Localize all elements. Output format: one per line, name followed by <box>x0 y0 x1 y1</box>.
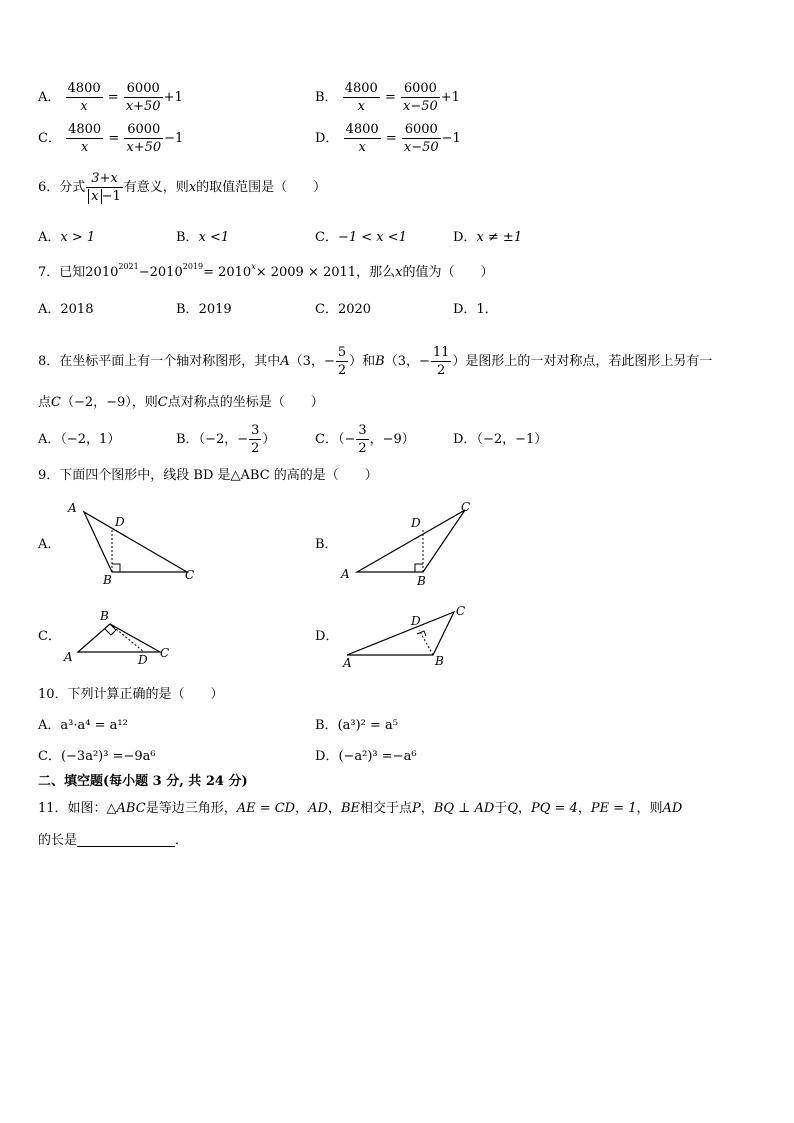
svg-text:B: B <box>435 654 444 668</box>
section-heading: 二、填空题(每小题 3 分, 共 24 分) <box>38 774 248 789</box>
fraction: $\frac{3}{2}$ <box>251 423 260 456</box>
q8-stem-line2: 点C（−2，−9），则C点对称点的坐标是（ ） <box>38 395 324 410</box>
svg-text:A: A <box>64 650 73 664</box>
svg-text:C: C <box>461 500 471 514</box>
fraction: $\frac{3}{2}$ <box>358 423 367 456</box>
svg-text:A: A <box>343 656 352 670</box>
q6-option-b: B．x <1 <box>176 230 230 245</box>
q10-option-d: D．(−a²)³ =−a⁶ <box>315 749 417 764</box>
q5-option-d: D． $\frac{4800}{x}$ = $\frac{6000}{x-50}$ −1 <box>315 122 461 155</box>
q9-option-c-label: C． <box>38 629 61 644</box>
q9-option-b-label: B． <box>315 537 338 552</box>
q9-figure-d <box>337 600 477 670</box>
svg-text:B: B <box>100 609 109 623</box>
fraction: $\frac{11}{2}$ <box>432 345 450 378</box>
q8-option-b: B．（−2，− $\frac{3}{2}$ ） <box>176 423 276 456</box>
answer-blank[interactable] <box>77 832 175 847</box>
q7-stem: 7．已知$2010^{2021}-2010^{2019}= 2010^x\times 2009 \times 2011$，那么x的值为（ ） <box>38 262 494 280</box>
q10-stem: 10．下列计算正确的是（ ） <box>38 687 224 702</box>
q10-option-b: B．(a³)² = a⁵ <box>315 718 398 733</box>
q9-option-a-label: A． <box>38 537 61 552</box>
q11-stem-line1: 11．如图：△ABC是等边三角形，AE = CD，AD，BE相交于点P，BQ ⊥ AD于Q，PQ = 4，PE = 1，则AD <box>38 801 683 816</box>
q7-option-b: B．2019 <box>176 302 232 317</box>
svg-text:C: C <box>160 646 170 660</box>
fraction: $\frac{6000}{x+50}$ <box>126 122 162 155</box>
svg-text:D: D <box>138 653 148 665</box>
fraction: $\frac{6000}{x+50}$ <box>125 81 161 114</box>
fraction: $\frac{4800}{x}$ <box>68 122 102 155</box>
q6-option-d: D．x ≠ ±1 <box>453 230 523 245</box>
q7-option-c: C．2020 <box>315 302 372 317</box>
q8-stem-line1: 8．在坐标平面上有一个轴对称图形，其中A（3，− $\frac{5}{2}$ ）和B（3，− $\frac{11}{2}$ ）是图形上的一对对称点，若此图形上另有一 <box>38 345 713 378</box>
q9-figure-c <box>60 605 180 665</box>
q8-option-c: C．（− $\frac{3}{2}$ ，−9） <box>315 423 415 456</box>
q5-option-b: B． $\frac{4800}{x}$ = $\frac{6000}{x-50}$ +1 <box>315 81 460 114</box>
q11-stem-line2: 的长是 ． <box>38 833 189 848</box>
q6-option-c: C．−1 < x <1 <box>315 230 407 245</box>
svg-text:B: B <box>417 574 426 588</box>
fraction: $\frac{6000}{x-50}$ <box>402 81 438 114</box>
svg-text:B: B <box>103 573 112 587</box>
fraction: $\frac{4800}{x}$ <box>67 81 101 114</box>
svg-text:D: D <box>411 614 421 628</box>
svg-text:D: D <box>411 516 421 530</box>
svg-text:D: D <box>115 515 125 529</box>
q9-stem: 9．下面四个图形中，线段 BD 是△ABC 的高的是（ ） <box>38 468 378 483</box>
q7-option-a: A．2018 <box>38 302 94 317</box>
q5-option-a: A． $\frac{4800}{x}$ = $\frac{6000}{x+50}$ +1 <box>38 81 183 114</box>
svg-text:A: A <box>341 567 350 581</box>
q8-option-a: A．（−2，1） <box>38 432 121 447</box>
q10-option-a: A．a³·a⁴ = a¹² <box>38 718 128 733</box>
svg-text:C: C <box>185 568 195 582</box>
q9-option-d-label: D． <box>315 629 339 644</box>
q6-option-a: A．x > 1 <box>38 230 96 245</box>
fraction: $\frac{6000}{x-50}$ <box>403 122 439 155</box>
svg-text:A: A <box>68 501 77 515</box>
q6-stem: 6．分式 $\frac{3+x}{x -1}$ 有意义，则x的取值范围是（ ） <box>38 171 327 204</box>
fraction: $\frac{5}{2}$ <box>337 345 347 378</box>
fraction: $\frac{4800}{x}$ <box>344 81 378 114</box>
svg-text:C: C <box>456 604 466 618</box>
fraction: $\frac{4800}{x}$ <box>345 122 379 155</box>
q9-figure-a <box>60 498 210 588</box>
q7-option-d: D．1． <box>453 302 498 317</box>
q9-figure-b <box>337 498 487 590</box>
q5-option-c: C． $\frac{4800}{x}$ = $\frac{6000}{x+50}$ −1 <box>38 122 184 155</box>
q8-option-d: D．（−2，−1） <box>453 432 548 447</box>
fraction: $\frac{3+x}{x -1}$ <box>86 170 123 205</box>
q10-option-c: C．(−3a²)³ =−9a⁶ <box>38 749 156 764</box>
